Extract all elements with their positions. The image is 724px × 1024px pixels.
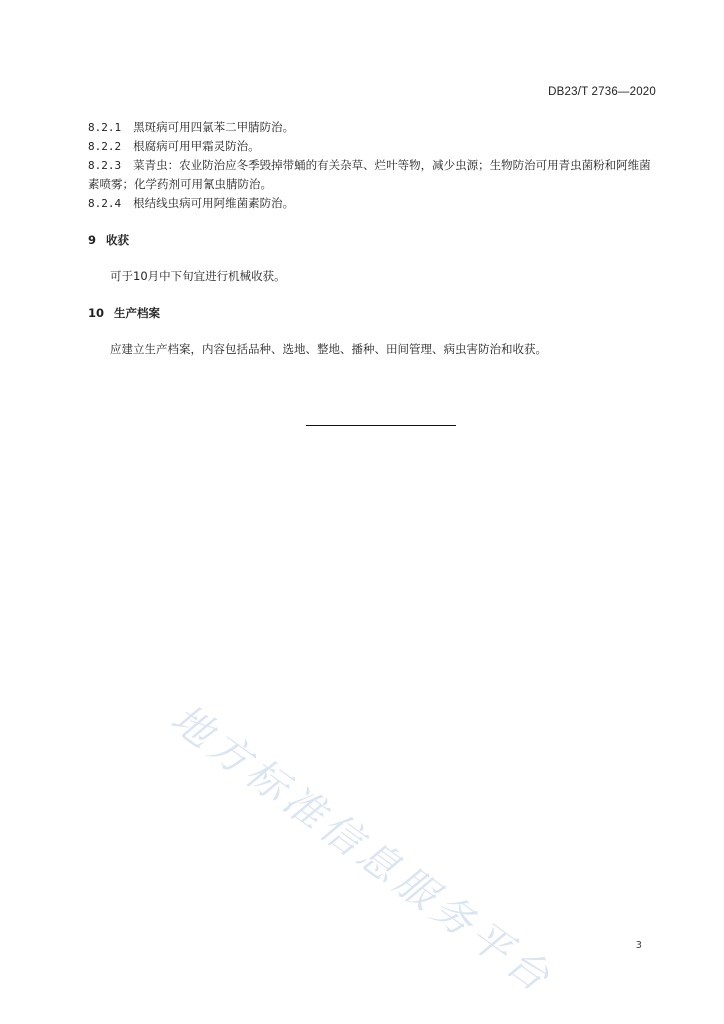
section-heading-text: 收获 bbox=[106, 233, 130, 247]
section-title-harvest bbox=[88, 231, 658, 250]
clause-8-2-3 bbox=[88, 156, 658, 194]
end-of-document-rule bbox=[306, 425, 456, 426]
page-number: 3 bbox=[635, 940, 642, 951]
clause-number: 8.2.1 bbox=[88, 121, 122, 134]
clause-number: 8.2.2 bbox=[88, 140, 122, 153]
clause-text: 菜青虫：农业防治应冬季毁掉带蛹的有关杂草、烂叶等物，减少虫源；生物防治可用青虫菌粉和阿维菌素喷雾；化学药剂可用氰虫腈防治。 bbox=[88, 158, 651, 191]
section-number: 10 bbox=[88, 306, 105, 320]
section-body-records: 应建立生产档案，内容包括品种、选地、整地、播种、田间管理、病虫害防治和收获。 bbox=[110, 342, 547, 356]
watermark: 地方标准信息服务平台 bbox=[162, 695, 562, 1004]
clause-text: 根结线虫病可用阿维菌素防治。 bbox=[133, 196, 295, 210]
standard-code: DB23/T 2736—2020 bbox=[548, 86, 656, 98]
clause-8-2-1 bbox=[88, 118, 658, 137]
section-body-harvest: 可于10月中下旬宜进行机械收获。 bbox=[110, 269, 286, 283]
section-title-records bbox=[88, 304, 658, 323]
clause-number: 8.2.4 bbox=[88, 197, 122, 210]
section-heading-text: 生产档案 bbox=[114, 306, 161, 320]
clause-text: 根腐病可用甲霜灵防治。 bbox=[133, 139, 260, 153]
clause-8-2-2 bbox=[88, 137, 658, 156]
clause-text: 黑斑病可用四氯苯二甲腈防治。 bbox=[133, 120, 295, 134]
document-body bbox=[88, 118, 658, 359]
clause-8-2-4 bbox=[88, 194, 658, 213]
clause-number: 8.2.3 bbox=[88, 159, 122, 172]
section-number: 9 bbox=[88, 233, 97, 247]
